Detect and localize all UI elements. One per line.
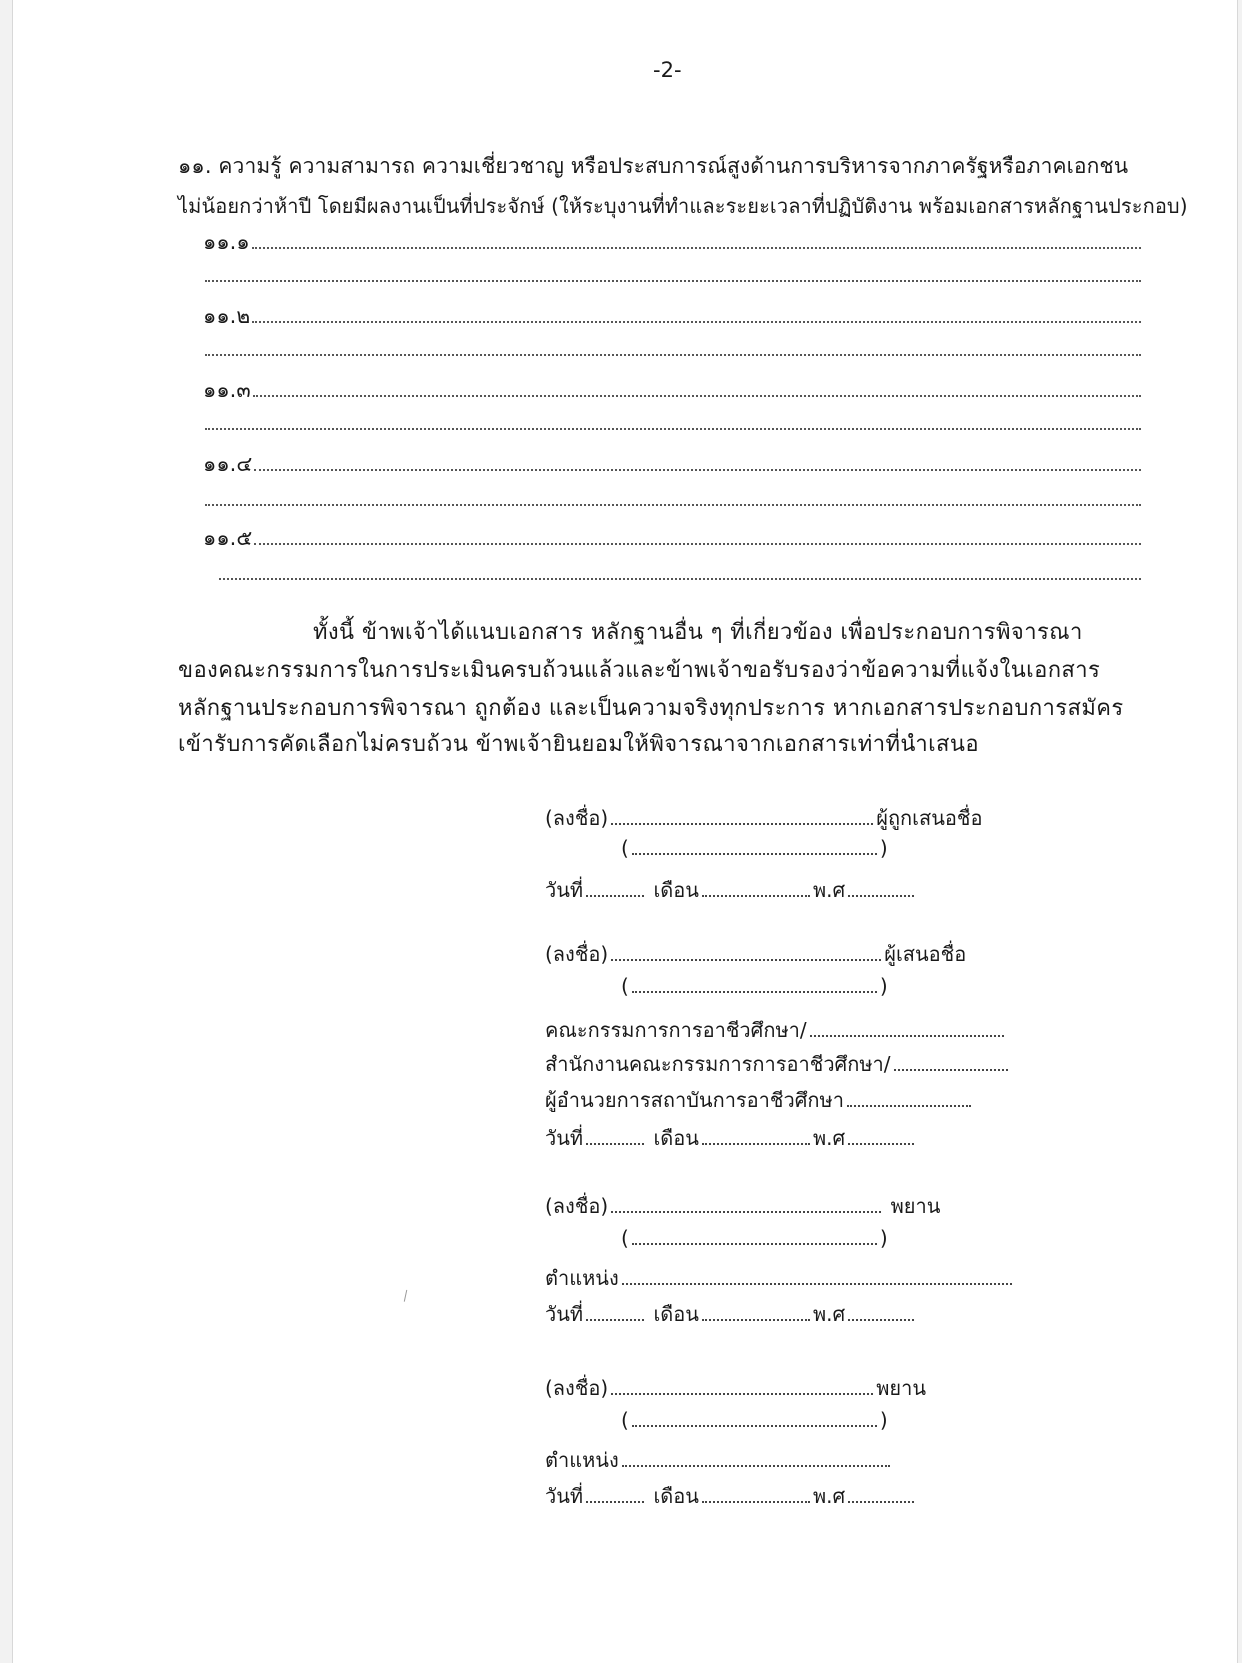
nominator-org3-line[interactable] <box>545 1084 974 1116</box>
month-dots <box>702 1319 810 1321</box>
year-dots <box>848 1143 914 1145</box>
fill-line <box>253 395 1141 397</box>
sign-label: (ลงชื่อ) <box>545 806 609 830</box>
year-dots <box>848 895 914 897</box>
witness2-date-line[interactable] <box>545 1480 917 1512</box>
month-dots <box>702 1501 810 1503</box>
date-label: วันที่ <box>545 1484 584 1508</box>
witness2-signature-line[interactable] <box>545 1372 926 1404</box>
org3-dots <box>847 1105 971 1107</box>
nominator-signature-line[interactable] <box>545 938 966 970</box>
nominator-org1-line[interactable] <box>545 1014 1007 1046</box>
item-number: ๑๑.๔ <box>203 452 253 476</box>
month-label: เดือน <box>653 1302 699 1326</box>
declaration-line4: เข้ารับการคัดเลือกไม่ครบถ้วน ข้าพเจ้ายินยอมให้พิจารณาจากเอกสารเท่าที่นำเสนอ <box>178 732 979 757</box>
item-11-4-continuation-line[interactable] <box>205 504 1141 506</box>
fill-line <box>254 543 1141 545</box>
sign-label: (ลงชื่อ) <box>545 942 609 966</box>
date-label: วันที่ <box>545 1302 584 1326</box>
item-11-2-field[interactable] <box>203 300 1141 328</box>
paren-close: ) <box>879 974 888 998</box>
item-number: ๑๑.๑ <box>203 230 250 254</box>
nominator-role: ผู้เสนอชื่อ <box>884 942 967 966</box>
witness1-position-line[interactable] <box>545 1262 1015 1294</box>
paren-close: ) <box>879 1408 888 1432</box>
item-11-3-field[interactable] <box>203 374 1141 402</box>
section-11-heading-line2: ไม่น้อยกว่าห้าปี โดยมีผลงานเป็นที่ประจักษ์ (ให้ระบุงานที่ทำและระยะเวลาที่ปฏิบัติงาน พร้อมเอกสารหลักฐานประกอบ) <box>178 194 1188 218</box>
name-dots <box>632 991 877 993</box>
page-number: -2- <box>653 58 682 82</box>
paren-open: ( <box>621 1408 629 1432</box>
witness2-position-line[interactable] <box>545 1444 893 1476</box>
org1-dots <box>810 1035 1004 1037</box>
position-label: ตำแหน่ง <box>545 1266 619 1290</box>
declaration-line1: ทั้งนี้ ข้าพเจ้าได้แนบเอกสาร หลักฐานอื่น ๆ ที่เกี่ยวข้อง เพื่อประกอบการพิจารณา <box>313 620 1083 645</box>
item-11-5-field[interactable] <box>203 522 1141 550</box>
signature-dots <box>611 1393 873 1395</box>
position-label: ตำแหน่ง <box>545 1448 619 1472</box>
paren-open: ( <box>621 836 629 860</box>
sign-label: (ลงชื่อ) <box>545 1376 609 1400</box>
position-dots <box>622 1465 890 1467</box>
item-11-1-field[interactable] <box>203 226 1141 254</box>
section-11-heading-line1: ๑๑. ความรู้ ความสามารถ ความเชี่ยวชาญ หรือประสบการณ์สูงด้านการบริหารจากภาครัฐหรือภาคเอกชน <box>178 154 1129 178</box>
declaration-line3: หลักฐานประกอบการพิจารณา ถูกต้อง และเป็นความจริงทุกประการ หากเอกสารประกอบการสมัคร <box>178 696 1124 721</box>
org3-label: ผู้อำนวยการสถาบันการอาชีวศึกษา <box>545 1088 844 1112</box>
nominee-role: ผู้ถูกเสนอชื่อ <box>876 806 983 830</box>
day-dots <box>586 1143 644 1145</box>
year-dots <box>848 1501 914 1503</box>
org1-label: คณะกรรมการการอาชีวศึกษา/ <box>545 1018 807 1042</box>
org2-dots <box>894 1069 1008 1071</box>
nominee-date-line[interactable] <box>545 874 917 906</box>
year-label: พ.ศ <box>812 878 846 902</box>
witness2-role: พยาน <box>876 1376 927 1400</box>
name-dots <box>632 1243 877 1245</box>
name-dots <box>632 1425 877 1427</box>
paren-open: ( <box>621 974 629 998</box>
nominee-name-line[interactable] <box>621 836 888 860</box>
year-label: พ.ศ <box>812 1302 846 1326</box>
witness1-name-line[interactable] <box>621 1226 888 1250</box>
item-11-1-continuation-line[interactable] <box>205 280 1141 282</box>
year-label: พ.ศ <box>812 1126 846 1150</box>
item-11-3-continuation-line[interactable] <box>205 428 1141 430</box>
name-dots <box>632 853 877 855</box>
fill-line <box>252 247 1141 249</box>
paren-close: ) <box>879 1226 888 1250</box>
signature-dots <box>611 823 873 825</box>
year-dots <box>848 1319 914 1321</box>
item-number: ๑๑.๓ <box>203 378 251 402</box>
witness2-name-line[interactable] <box>621 1408 888 1432</box>
item-11-4-field[interactable] <box>203 448 1141 476</box>
signature-dots <box>611 959 881 961</box>
witness1-signature-line[interactable] <box>545 1190 940 1222</box>
day-dots <box>586 1319 644 1321</box>
item-11-2-continuation-line[interactable] <box>205 354 1141 356</box>
paren-close: ) <box>879 836 888 860</box>
witness1-role: พยาน <box>890 1194 941 1218</box>
month-label: เดือน <box>653 1126 699 1150</box>
position-dots <box>622 1283 1012 1285</box>
nominator-date-line[interactable] <box>545 1122 917 1154</box>
fill-line <box>252 321 1141 323</box>
item-11-5-continuation-line[interactable] <box>219 578 1141 580</box>
document-page <box>12 0 1238 1663</box>
witness1-date-line[interactable] <box>545 1298 917 1330</box>
month-dots <box>702 895 810 897</box>
declaration-line2: ของคณะกรรมการในการประเมินครบถ้วนแล้วและข้าพเจ้าขอรับรองว่าข้อความที่แจ้งในเอกสาร <box>178 658 1101 683</box>
nominator-org2-line[interactable] <box>545 1048 1011 1080</box>
sign-label: (ลงชื่อ) <box>545 1194 609 1218</box>
nominator-name-line[interactable] <box>621 974 888 998</box>
month-label: เดือน <box>653 1484 699 1508</box>
date-label: วันที่ <box>545 1126 584 1150</box>
year-label: พ.ศ <box>812 1484 846 1508</box>
item-number: ๑๑.๒ <box>203 304 251 328</box>
day-dots <box>586 1501 644 1503</box>
nominee-signature-line[interactable] <box>545 802 982 834</box>
month-dots <box>702 1143 810 1145</box>
day-dots <box>586 895 644 897</box>
date-label: วันที่ <box>545 878 584 902</box>
month-label: เดือน <box>653 878 699 902</box>
scan-speck <box>404 1290 409 1302</box>
fill-line <box>254 469 1141 471</box>
org2-label: สำนักงานคณะกรรมการการอาชีวศึกษา/ <box>545 1052 891 1076</box>
paren-open: ( <box>621 1226 629 1250</box>
item-number: ๑๑.๕ <box>203 526 253 550</box>
signature-dots <box>611 1211 881 1213</box>
